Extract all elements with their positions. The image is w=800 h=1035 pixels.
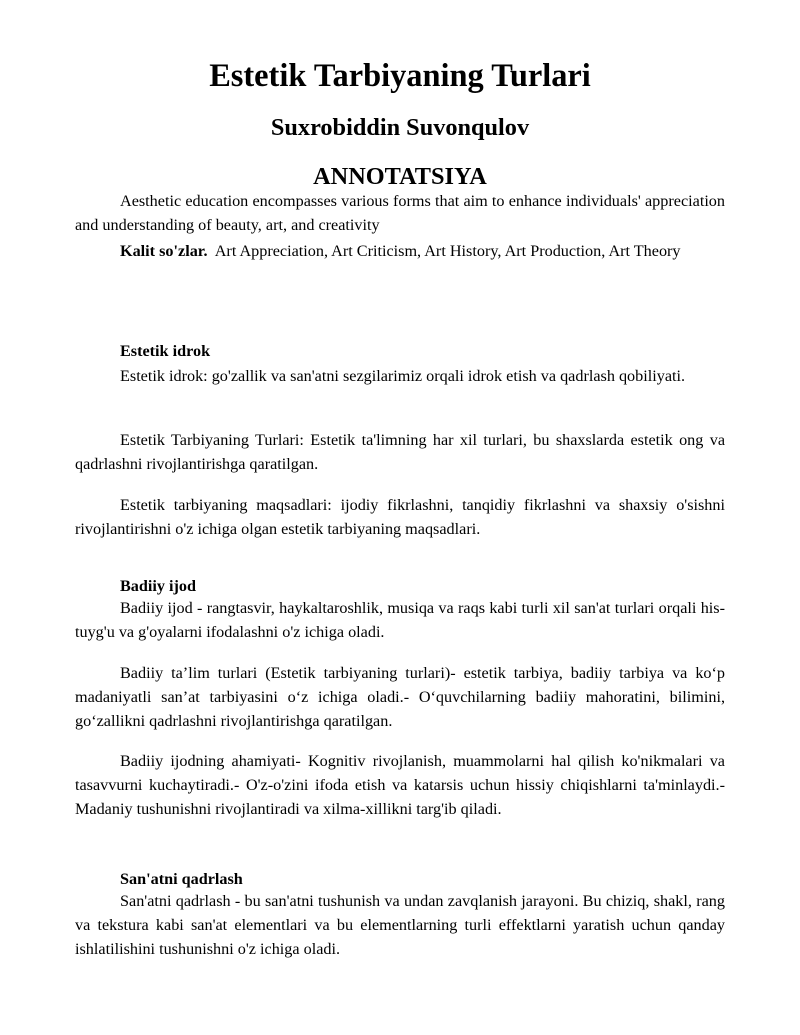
section-paragraph: Estetik tarbiyaning maqsadlari: ijodiy fikrlashni, tanqidiy fikrlashni va shaxsiy o'sishni rivojlantirishni o'z ichiga olgan estetik tarbiyaning maqsadlari. xyxy=(75,496,725,538)
section-paragraph: Estetik idrok: go'zallik va san'atni sezgilarimiz orqali idrok etish va qadrlash qobiliyati. xyxy=(120,367,686,385)
document-author: Suxrobiddin Suvonqulov xyxy=(270,114,530,141)
annotation-heading: ANNOTATSIYA xyxy=(313,163,487,190)
section-heading-estetik-idrok: Estetik idrok xyxy=(120,342,211,360)
section-paragraph: Badiiy ijod - rangtasvir, haykaltaroshlik, musiqa va raqs kabi turli xil san'at turlari orqali his-tuyg'u va g'oyalarni ifodalashni o'z ichiga oladi. xyxy=(75,599,725,641)
keywords-text: Art Appreciation, Art Criticism, Art History, Art Production, Art Theory xyxy=(214,242,681,260)
section-paragraph: Estetik Tarbiyaning Turlari: Estetik ta'limning har xil turlari, bu shaxslarda estetik ong va qadrlashni rivojlantirishga qaratilgan. xyxy=(75,431,725,473)
keywords-label: Kalit so'zlar. xyxy=(120,242,208,260)
section-paragraph: San'atni qadrlash - bu san'atni tushunish va undan zavqlanish jarayoni. Bu chiziq, shakl, rang va tekstura kabi san'at elementlari va bu elementlarning turli effektlarni yaratish uchun qanday ishlatilishini tushunishni o'z ichiga oladi. xyxy=(75,892,725,958)
annotation-text: Aesthetic education encompasses various forms that aim to enhance individuals' appreciation and understanding of beauty, art, and creativity xyxy=(75,192,725,234)
section-paragraph: Badiiy ta’lim turlari (Estetik tarbiyaning turlari)- estetik tarbiya, badiiy tarbiya va ko‘p madaniyatli san’at tarbiyasini o‘z ichiga oladi.- O‘quvchilarning badiiy mahoratini, bilimini, go‘zallikni qadrlashni rivojlantirishga qaratilgan. xyxy=(75,664,725,730)
keywords xyxy=(75,239,725,263)
section-paragraph: Badiiy ijodning ahamiyati- Kognitiv rivojlanish, muammolarni hal qilish ko'nikmalari va tasavvurni kuchaytiradi.- O'z-o'zini ifoda etish va katarsis uchun hissiy chiqishlarni ta'minlaydi.- Madaniy tushunishni rivojlantiradi va xilma-xillikni targ'ib qiladi. xyxy=(75,752,725,818)
section-heading-badiiy-ijod: Badiiy ijod xyxy=(120,577,197,595)
document-title: Estetik Tarbiyaning Turlari xyxy=(209,58,591,94)
section-heading-sanatni-qadrlash: San'atni qadrlash xyxy=(120,870,243,888)
